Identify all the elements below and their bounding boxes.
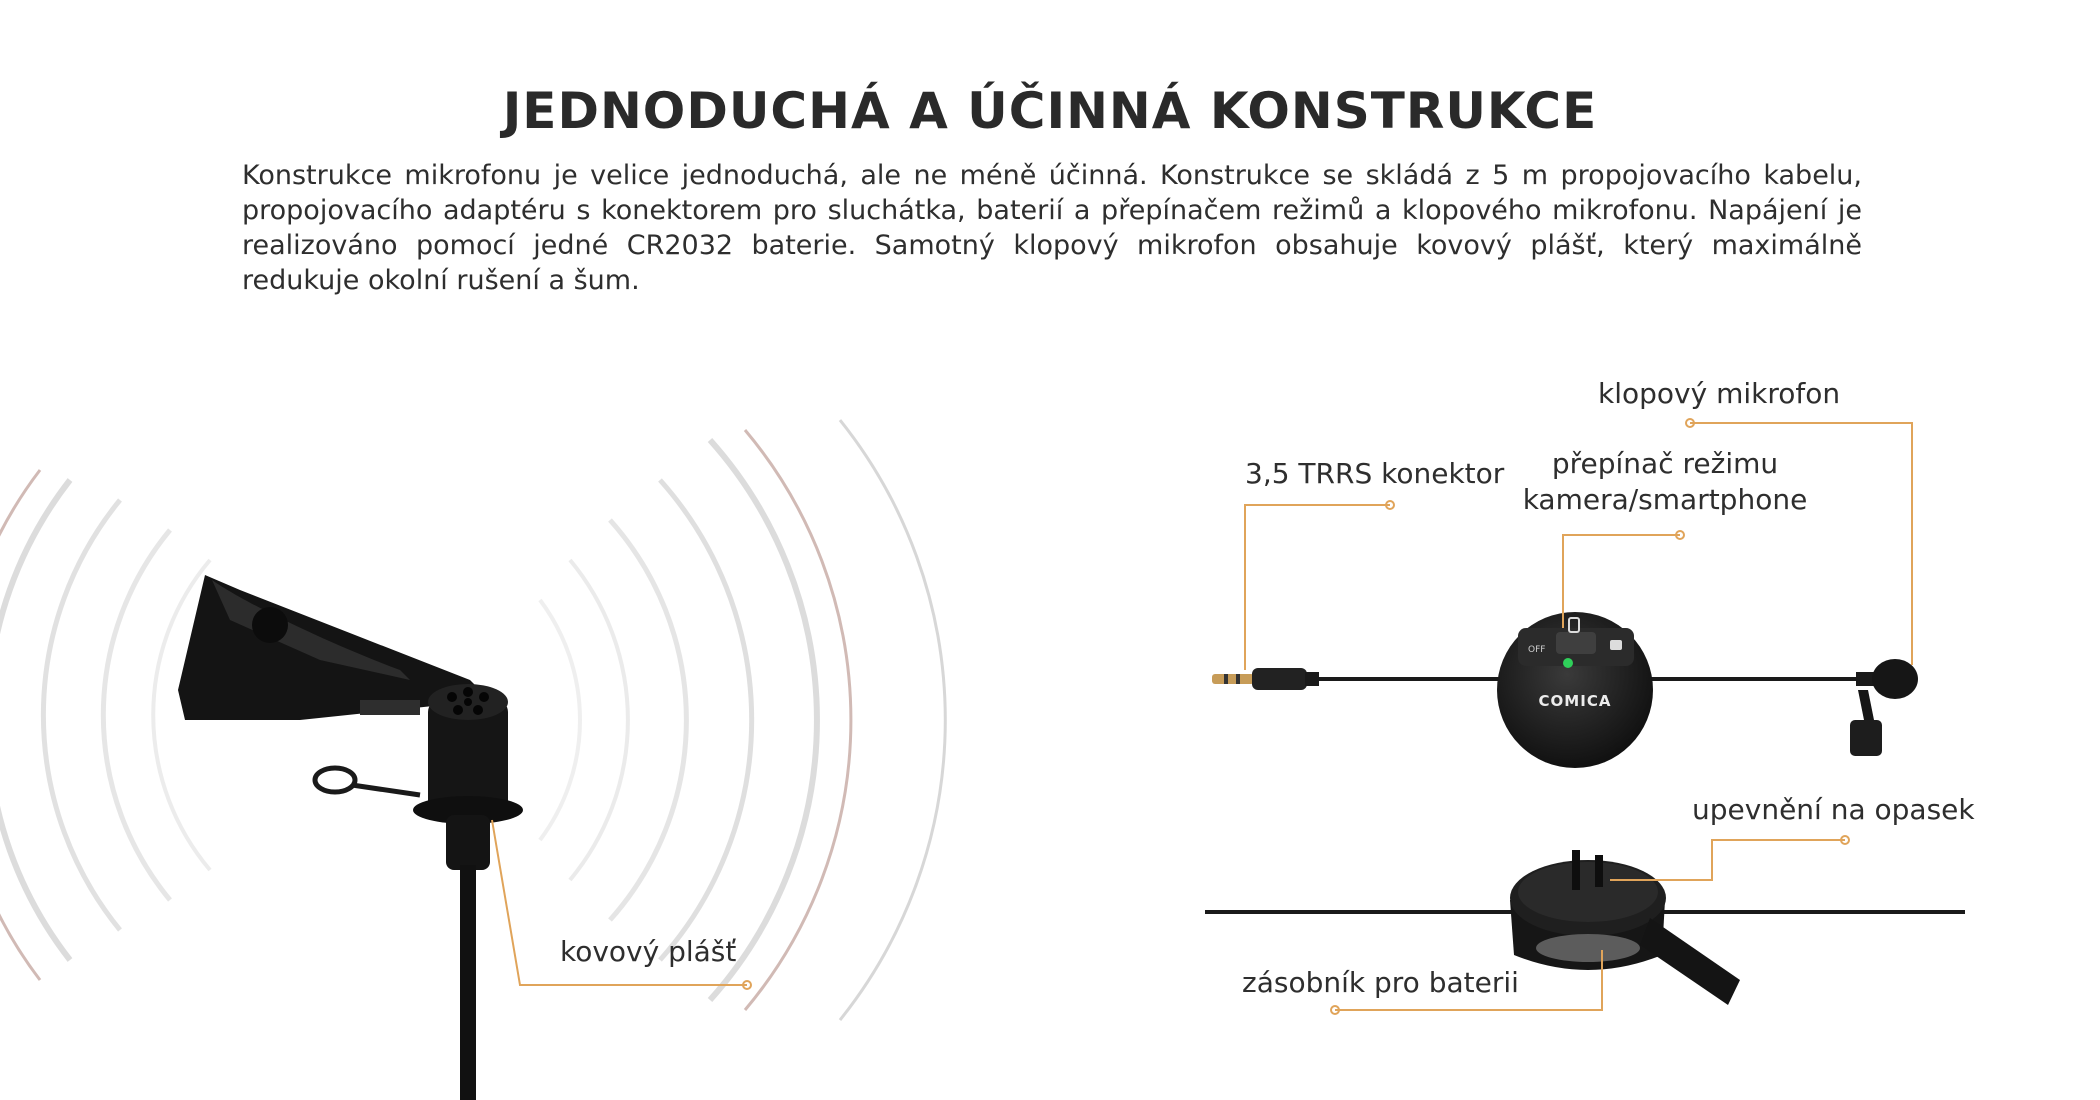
wire-loop-icon bbox=[315, 768, 420, 795]
camera-icon bbox=[1610, 640, 1622, 650]
battery-pod-side bbox=[1510, 850, 1740, 1005]
label-mode-switch-line1: přepínač režimu bbox=[1551, 447, 1779, 480]
page-title: JEDNODUCHÁ A ÚČINNÁ KONSTRUKCE bbox=[502, 82, 1598, 140]
label-mode-switch-line2: kamera/smartphone bbox=[1522, 483, 1808, 516]
power-indicator bbox=[1563, 658, 1573, 668]
leader-trrs bbox=[1245, 505, 1390, 670]
control-pod bbox=[1497, 612, 1653, 768]
brand-logo: COMICA bbox=[1538, 692, 1612, 710]
switch-off-label: OFF bbox=[1528, 645, 1546, 655]
mic-capsule bbox=[413, 684, 523, 1100]
description-paragraph: Konstrukce mikrofonu je velice jednoduchá, ale ne méně účinná. Konstrukce se skládá z 5 m propojovacího kabelu, propojovacího adaptéru s konektorem pro sluchátka, baterií a přepínačem režimů a klopového mikrofonu. Napájení je realizováno pomocí jedné CR2032 baterie. Samotný klopový mikrofon obsahuje kovový plášť, který maximálně redukuje okolní rušení a šum. bbox=[242, 160, 1862, 296]
label-metal-shell: kovový plášť bbox=[560, 935, 737, 968]
label-trrs-connector: 3,5 TRRS konektor bbox=[1245, 457, 1505, 490]
label-belt-clip: upevnění na opasek bbox=[1692, 793, 1975, 826]
label-battery-tray: zásobník pro baterii bbox=[1242, 966, 1519, 999]
lavalier-mic-small bbox=[1850, 659, 1918, 756]
trrs-jack bbox=[1212, 668, 1319, 690]
label-lavalier-mic: klopový mikrofon bbox=[1598, 377, 1841, 410]
